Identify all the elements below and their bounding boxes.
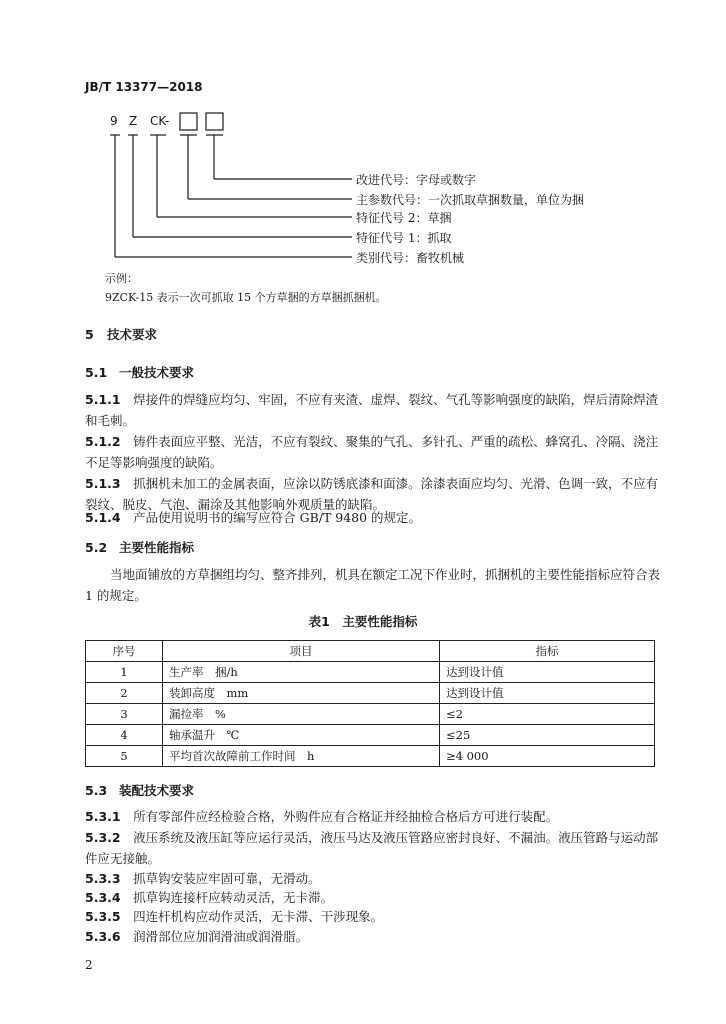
clause-5-3-6 [85, 926, 660, 947]
table-row [86, 746, 655, 767]
clause-text: 所有零部件应经检验合格，外购件应有合格证并经抽检合格后方可进行装配。 [133, 809, 559, 824]
table-row [86, 725, 655, 746]
clause-number: 5.3.2 [85, 830, 121, 845]
code-part-ck: CK- [150, 114, 170, 128]
section-heading-5-3 [85, 781, 194, 799]
cell-indicator: ≤2 [440, 704, 655, 725]
col-header-seq: 序号 [86, 641, 163, 662]
table-row [86, 662, 655, 683]
section-title: 技术要求 [107, 327, 158, 342]
section-title: 主要性能指标 [119, 540, 195, 555]
clause-5-3-3 [85, 868, 660, 889]
cell-seq: 2 [86, 683, 163, 704]
section-title: 一般技术要求 [119, 365, 195, 380]
cell-indicator: 达到设计值 [440, 683, 655, 704]
clause-number: 5.3.4 [85, 890, 121, 905]
clause-text: 抓草钩连接杆应转动灵活，无卡滞。 [133, 890, 334, 905]
clause-5-2-text: 当地面铺放的方草捆组均匀、整齐排列，机具在额定工况下作业时，抓捆机的主要性能指标应符合表 1 的规定。 [85, 567, 661, 603]
cell-item: 生产率 捆/h [163, 662, 440, 683]
cell-indicator: ≤25 [440, 725, 655, 746]
code-part-9: 9 [110, 114, 118, 128]
cell-seq: 4 [86, 725, 163, 746]
table-caption: 表1 主要性能指标 [308, 614, 418, 629]
cell-seq: 3 [86, 704, 163, 725]
clause-5-3-1 [85, 806, 660, 827]
table-row [86, 683, 655, 704]
section-number: 5.2 [85, 540, 108, 555]
clause-5-1-1 [85, 389, 660, 431]
clause-number: 5.3.1 [85, 809, 121, 824]
example-text: 9ZCK-15 表示一次可抓取 15 个方草捆的方草捆抓捆机。 [105, 291, 387, 304]
clause-5-1-2 [85, 431, 660, 473]
clause-5-3-4 [85, 887, 660, 908]
section-heading-5 [85, 325, 157, 343]
clause-number: 5.1.4 [85, 510, 121, 525]
clause-number: 5.3.3 [85, 871, 121, 886]
section-heading-5-1 [85, 363, 194, 381]
cell-item: 轴承温升 ℃ [163, 725, 440, 746]
cell-indicator: ≥4 000 [440, 746, 655, 767]
clause-number: 5.1.2 [85, 434, 121, 449]
col-header-indicator: 指标 [440, 641, 655, 662]
section-heading-5-2 [85, 538, 194, 556]
clause-number: 5.3.5 [85, 909, 121, 924]
clause-text: 抓草钩安装应牢固可靠，无滑动。 [133, 871, 321, 886]
standard-number: JB/T 13377—2018 [85, 80, 203, 94]
clause-text: 焊接件的焊缝应均匀、牢固，不应有夹渣、虚焊、裂纹、气孔等影响强度的缺陷，焊后清除焊渣和毛刺。 [85, 392, 659, 428]
diagram-label-category: 类别代号：畜牧机械 [356, 251, 465, 265]
page-number: 2 [85, 958, 93, 972]
table-header-row [86, 641, 655, 662]
section-number: 5 [85, 327, 94, 342]
diagram-label-feature-1: 特征代号 1：抓取 [356, 231, 452, 245]
clause-text: 抓捆机未加工的金属表面，应涂以防锈底漆和面漆。涂漆表面应均匀、光滑、色调一致，不应有裂纹、脱皮、气泡、漏涂及其他影响外观质量的缺陷。 [85, 476, 659, 512]
cell-indicator: 达到设计值 [440, 662, 655, 683]
cell-item: 漏捡率 % [163, 704, 440, 725]
clause-text: 铸件表面应平整、光洁，不应有裂纹、聚集的气孔、多针孔、严重的疏松、蜂窝孔、冷隔、浇注不足等影响强度的缺陷。 [85, 434, 659, 470]
clause-5-3-2 [85, 827, 660, 869]
diagram-label-feature-2: 特征代号 2：草捆 [356, 211, 452, 225]
clause-text: 产品使用说明书的编写应符合 GB/T 9480 的规定。 [133, 510, 422, 525]
cell-item: 装卸高度 mm [163, 683, 440, 704]
diagram-label-main-param: 主参数代号：一次抓取草捆数量，单位为捆 [356, 193, 585, 207]
clause-text: 四连杆机构应动作灵活，无卡滞、干涉现象。 [133, 909, 384, 924]
cell-seq: 5 [86, 746, 163, 767]
performance-table [85, 640, 655, 767]
code-box-main-param [180, 113, 197, 130]
section-title: 装配技术要求 [119, 783, 195, 798]
clause-number: 5.1.1 [85, 392, 121, 407]
col-header-item: 项目 [163, 641, 440, 662]
clause-number: 5.3.6 [85, 929, 121, 944]
clause-text: 液压系统及液压缸等应运行灵活，液压马达及液压管路应密封良好、不漏油。液压管路与运动部件应无接触。 [85, 830, 659, 866]
code-box-improvement [206, 113, 223, 130]
clause-text: 润滑部位应加润滑油或润滑脂。 [133, 929, 309, 944]
diagram-label-improvement: 改进代号：字母或数字 [356, 173, 477, 187]
cell-item: 平均首次故障前工作时间 h [163, 746, 440, 767]
section-number: 5.3 [85, 783, 108, 798]
example-title: 示例： [105, 272, 138, 285]
table-row [86, 704, 655, 725]
section-number: 5.1 [85, 365, 108, 380]
clause-5-1-4 [85, 507, 660, 528]
code-part-z: Z [129, 114, 138, 128]
clause-number: 5.1.3 [85, 476, 121, 491]
clause-5-3-5 [85, 906, 660, 927]
cell-seq: 1 [86, 662, 163, 683]
